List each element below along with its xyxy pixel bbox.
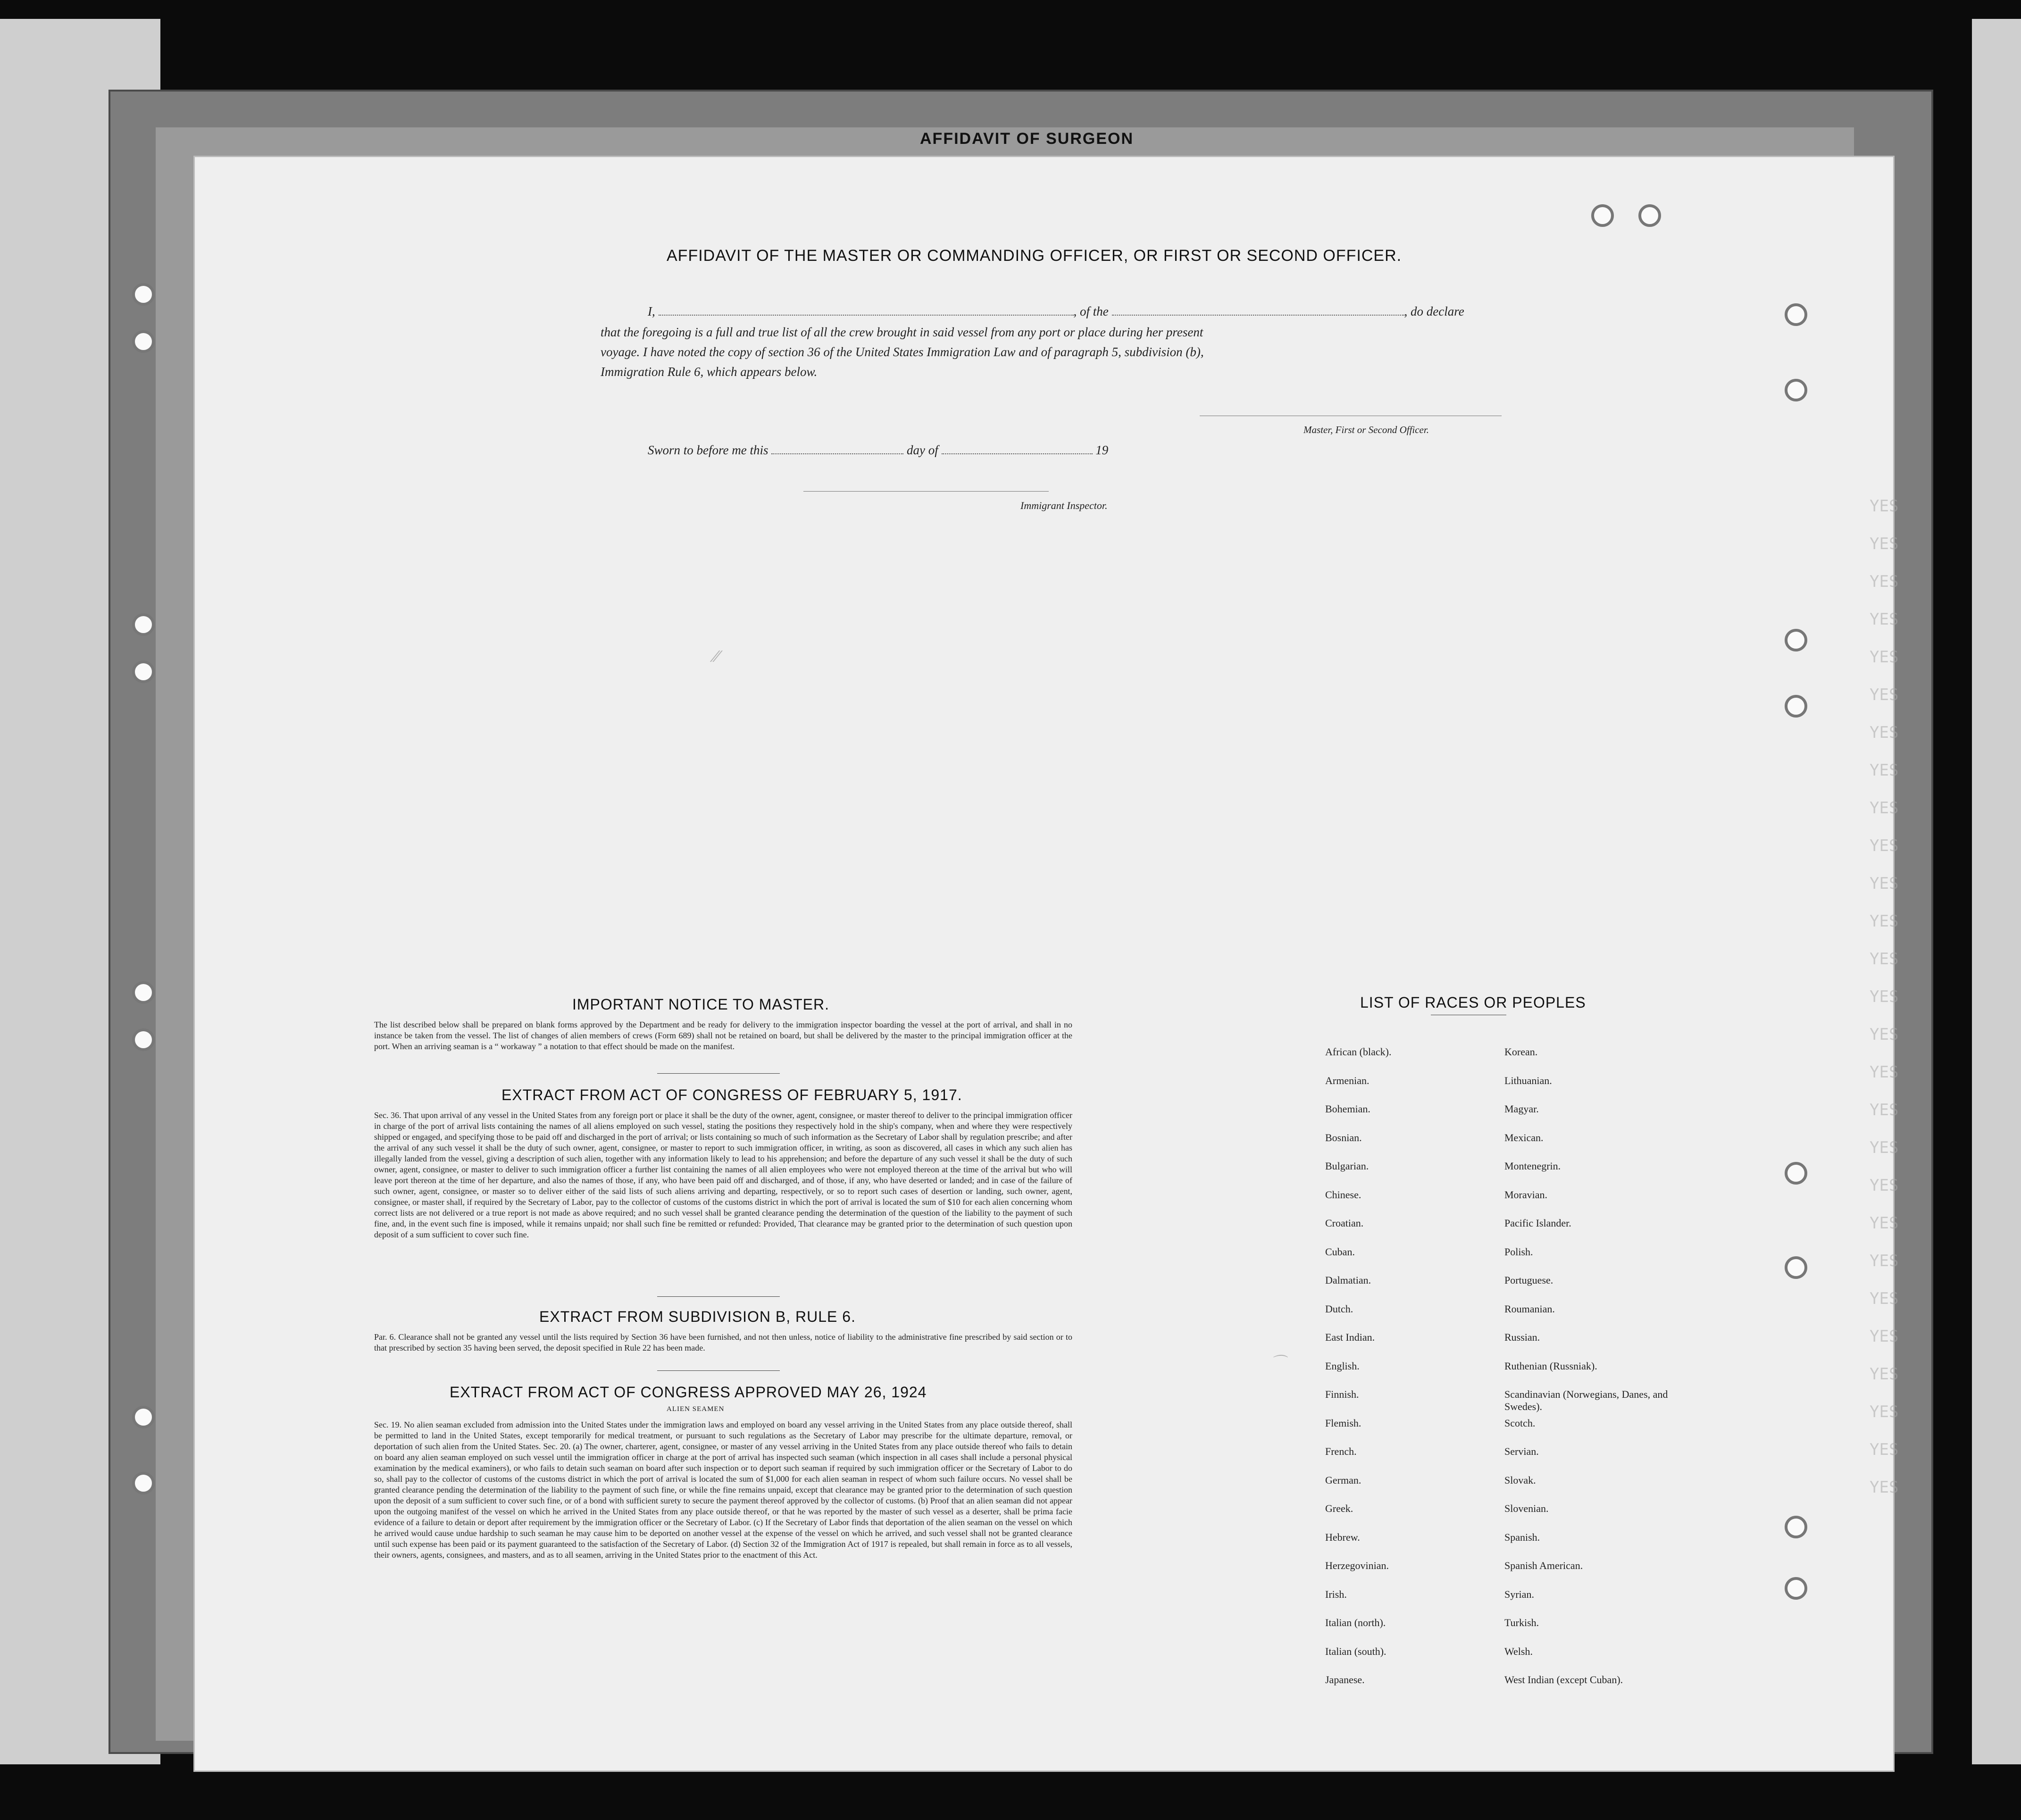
race-item: Italian (south). (1325, 1645, 1386, 1657)
races-right-column (1504, 1046, 1693, 1703)
race-item: Syrian. (1504, 1588, 1534, 1600)
race-item: Magyar. (1504, 1103, 1539, 1115)
bleed-through-ghost-text: YES (1870, 1289, 1899, 1308)
race-item: Ruthenian (Russniak). (1504, 1360, 1597, 1372)
punch-hole (1785, 303, 1807, 326)
race-item: Hebrew. (1325, 1531, 1360, 1543)
bleed-through-ghost-text: YES (1870, 912, 1899, 931)
bleed-through-ghost-text: YES (1870, 950, 1899, 968)
race-item: East Indian. (1325, 1331, 1375, 1343)
affidavit-line-3: voyage. I have noted the copy of section 36 of the United States Immigration Law and of paragraph 5, subdivision (b), (601, 345, 1204, 359)
affidavit-line-4: Immigration Rule 6, which appears below. (601, 365, 818, 379)
bleed-through-ghost-text: YES (1870, 1176, 1899, 1195)
race-item: Japanese. (1325, 1674, 1365, 1686)
bleed-through-ghost-text: YES (1870, 723, 1899, 742)
race-item: French. (1325, 1445, 1357, 1457)
race-item: Korean. (1504, 1046, 1538, 1058)
bleed-through-ghost-text: YES (1870, 1365, 1899, 1384)
punch-hole (1638, 204, 1661, 227)
race-item: Slovak. (1504, 1474, 1536, 1486)
affidavit-title: AFFIDAVIT OF THE MASTER OR COMMANDING OFFICER, OR FIRST OR SECOND OFFICER. (667, 247, 1402, 265)
race-item: German. (1325, 1474, 1361, 1486)
bleed-through-ghost-text: YES (1870, 648, 1899, 667)
inspector-label: Immigrant Inspector. (1020, 500, 1108, 511)
races-title: LIST OF RACES OR PEOPLES (1360, 994, 1586, 1011)
binder-hole (132, 1028, 155, 1051)
punch-hole (1785, 629, 1807, 651)
punch-hole (1785, 1577, 1807, 1600)
of-the-label: , of the (1073, 304, 1109, 318)
divider (657, 1296, 780, 1297)
inspector-signature-line[interactable] (803, 491, 1049, 492)
race-item: Turkish. (1504, 1617, 1539, 1628)
race-item: Polish. (1504, 1245, 1533, 1258)
race-item: Roumanian. (1504, 1302, 1555, 1315)
notice-title: IMPORTANT NOTICE TO MASTER. (572, 996, 829, 1013)
race-item: Dalmatian. (1325, 1274, 1371, 1286)
bleed-through-ghost-text: YES (1870, 610, 1899, 629)
race-item: Portuguese. (1504, 1274, 1553, 1286)
affidavit-line-2: that the foregoing is a full and true list of all the crew brought in said vessel from any port or place during her present (601, 325, 1203, 339)
extract-1924-subtitle: ALIEN SEAMEN (667, 1405, 725, 1413)
bleed-through-ghost-text: YES (1870, 534, 1899, 553)
extract-1917-title: EXTRACT FROM ACT OF CONGRESS OF FEBRUARY 5, 1917. (501, 1086, 962, 1103)
bleed-through-ghost-text: YES (1870, 1478, 1899, 1497)
name-blank[interactable] (659, 315, 1074, 316)
binder-hole (132, 660, 155, 683)
bleed-through-ghost-text: YES (1870, 1252, 1899, 1270)
race-item: Mexican. (1504, 1131, 1544, 1144)
notice-body: The list described below shall be prepared on blank forms approved by the Department and be ready for delivery to the immigration inspector boarding the vessel at the port of arrival, and shall in no instance be taken from the vessel. The list of changes of alien members of crews (Form 689) shall not be retained on board, but shall be delivered by the master to the principal immigration officer at the port. When an arriving seaman is a “ workaway ” a notation to that effect should be made on the manifest. (374, 1020, 1072, 1051)
race-item: West Indian (except Cuban). (1504, 1674, 1623, 1686)
punch-hole (1785, 695, 1807, 718)
races-left-column (1325, 1046, 1486, 1703)
handwritten-mark: ⌒ (1270, 1353, 1286, 1371)
year-label: 19 (1095, 443, 1109, 457)
extract-rule6-title: EXTRACT FROM SUBDIVISION B, RULE 6. (539, 1308, 856, 1325)
bleed-through-ghost-text: YES (1870, 761, 1899, 780)
bleed-through-ghost-text: YES (1870, 685, 1899, 704)
bleed-through-ghost-text: YES (1870, 1025, 1899, 1044)
bleed-through-ghost-text: YES (1870, 836, 1899, 855)
bleed-through-ghost-text: YES (1870, 1403, 1899, 1421)
race-item: Slovenian. (1504, 1503, 1549, 1514)
extract-1924-title: EXTRACT FROM ACT OF CONGRESS APPROVED MAY 26, 1924 (450, 1384, 927, 1401)
binder-hole (132, 330, 155, 353)
race-item: African (black). (1325, 1046, 1392, 1058)
race-item: Armenian. (1325, 1074, 1370, 1086)
binder-hole (132, 283, 155, 306)
punch-hole (1591, 204, 1614, 227)
binder-hole (132, 1472, 155, 1494)
handwritten-mark: ⁄⁄ (714, 648, 719, 666)
punch-hole (1785, 1516, 1807, 1538)
right-adjacent-page (1972, 19, 2021, 1764)
bleed-through-ghost-text: YES (1870, 572, 1899, 591)
under-sheet-title: AFFIDAVIT OF SURGEON (920, 130, 1134, 148)
bleed-through-ghost-text: YES (1870, 874, 1899, 893)
punch-hole (1785, 379, 1807, 401)
race-item: Croatian. (1325, 1217, 1364, 1229)
sworn-line (648, 443, 1108, 458)
bleed-through-ghost-text: YES (1870, 1138, 1899, 1157)
divider (657, 1073, 780, 1074)
sworn-day-blank[interactable] (771, 453, 903, 454)
race-item: Greek. (1325, 1503, 1353, 1514)
binder-hole (132, 1406, 155, 1428)
affidavit-line-1 (648, 304, 1464, 319)
bleed-through-ghost-text: YES (1870, 497, 1899, 516)
race-item: Spanish American. (1504, 1560, 1583, 1571)
race-item: Flemish. (1325, 1417, 1361, 1429)
race-item: Pacific Islander. (1504, 1217, 1571, 1229)
bleed-through-ghost-text: YES (1870, 1440, 1899, 1459)
race-item: Herzegovinian. (1325, 1560, 1389, 1571)
race-item: Bohemian. (1325, 1103, 1370, 1115)
race-item: Finnish. (1325, 1388, 1359, 1400)
binder-hole (132, 981, 155, 1004)
extract-1917-body: Sec. 36. That upon arrival of any vessel in the United States from any foreign port or place it shall be the duty of the owner, agent, consignee, or master thereof to deliver to the principal immigration officer in charge of the port of arrival lists containing the names of all aliens employed on such vessel, stating the positions they respectively hold in the ship's company, when and where they were respectively shipped or engaged, and specifying those to be paid off and discharged in the port of arrival; or lists containing so much of such information as the Secretary of Labor shall by regulation prescribe; and after the arrival of any such vessel it shall be the duty of such owner, agent, consignee, or master to report to such immigration officer, in writing, as soon as discovered, all cases in which any such alien has illegally landed from the vessel, giving a description of such alien, together with any information likely to lead to his apprehension; and before the departure of any such vessel it shall be the duty of such owner, agent, consignee, or master to deliver to such immigration officer a further list containing the names of all alien employees who were not employed thereon at the time of the arrival but who will leave port thereon at the time of her departure, and also the names of those, if any, who have been paid off and discharged, and of those, if any, who have deserted or landed; and in case of the failure of such owner, agent, consignee, or master so to deliver either of the said lists of such aliens arriving and departing, respectively, or so to report such cases of desertion or landing, such owner, agent, consignee, or master shall, if required by the Secretary of Labor, pay to the collector of customs of the customs district in which the port of arrival is located the sum of $10 for each alien concerning whom correct lists are not delivered or a true report is not made as above required; and no such vessel shall be granted clearance pending the determination of the question of the liability to the payment of such fine, and, in the event such fine is imposed, while it remains unpaid; nor shall such fine be remitted or refunded: Provided, That clearance may be granted prior to the determination of such question upon deposit of a sum sufficient to cover such fine. (374, 1110, 1072, 1239)
race-item: Scandinavian (Norwegians, Danes, and Swedes). (1504, 1388, 1668, 1412)
race-item: Bulgarian. (1325, 1160, 1369, 1172)
manifest-page (193, 156, 1899, 1772)
bleed-through-ghost-text: YES (1870, 1327, 1899, 1346)
race-item: Welsh. (1504, 1645, 1533, 1657)
race-item: Montenegrin. (1504, 1160, 1561, 1172)
affidavit-i-label: I, (648, 304, 655, 318)
extract-rule6-body: Par. 6. Clearance shall not be granted any vessel until the lists required by Section 36 have been furnished, and not then unless, notice of liability to the administrative fine prescribed by said section or to that prescribed by section 35 having been served, the deposit specified in Rule 22 has been made. (374, 1332, 1072, 1352)
bleed-through-ghost-text: YES (1870, 799, 1899, 818)
punch-hole (1785, 1162, 1807, 1185)
race-item: English. (1325, 1360, 1360, 1372)
race-item: Scotch. (1504, 1417, 1536, 1429)
extract-1924-body: Sec. 19. No alien seaman excluded from admission into the United States under the immigration laws and employed on board any vessel arriving in the United States from any place outside thereof, shall be permitted to land in the United States, except temporarily for medical treatment, or pursuant to such regulations as the Secretary of Labor may prescribe for the ultimate departure, removal, or deportation of such alien from the United States. Sec. 20. (a) The owner, charterer, agent, consignee, or master of any vessel arriving in the United States from any place outside thereof who fails to detain on board any alien seaman employed on such vessel until the immigration officer in charge at the port of arrival has inspected such seaman (which inspection in all cases shall include a personal physical examination by the medical examiners), or who fails to detain such seaman on board after such inspection or to deport such seaman if required by such immigration officer or the Secretary of Labor to do so, shall pay to the collector of customs of the customs district in which the port of arrival is located the sum of $1,000 for each alien seaman in respect of whom such failure occurs. No vessel shall be granted clearance pending the determination of the liability to the payment of such fine, or while the fine remains unpaid, except that clearance may be granted prior to the determination of such question upon the deposit of a sum sufficient to cover such fine, or of a bond with sufficient surety to secure the payment thereof approved by the collector of customs. (b) Proof that an alien seaman did not appear upon the outgoing manifest of the vessel on which he arrived in the United States from any place outside thereof, or that he was reported by the master of such vessel as a deserter, shall be prima facie evidence of a failure to detain or deport after requirement by the immigration officer or the Secretary of Labor. (c) If the Secretary of Labor finds that deportation of the alien seaman on the vessel on which he arrived would cause undue hardship to such seaman he may cause him to be deported on another vessel at the expense of the vessel on which he arrived, and such vessel shall not be granted clearance until such expense has been paid or its payment guaranteed to the satisfaction of the Secretary of Labor. (d) Section 32 of the Immigration Act of 1917 is repealed, but shall remain in force as to all vessels, their owners, agents, consignees, and masters, and as to all seamen, arriving in the United States prior to the enactment of this Act. (374, 1420, 1072, 1560)
master-signature-label: Master, First or Second Officer. (1303, 424, 1429, 435)
sworn-month-blank[interactable] (942, 453, 1093, 454)
bleed-through-ghost-text: YES (1870, 987, 1899, 1006)
race-item: Italian (north). (1325, 1617, 1386, 1628)
day-of-label: day of (907, 443, 938, 457)
vessel-blank[interactable] (1112, 315, 1404, 316)
divider (657, 1370, 780, 1371)
race-item: Cuban. (1325, 1245, 1355, 1258)
race-item: Spanish. (1504, 1531, 1540, 1543)
race-item: Irish. (1325, 1588, 1347, 1600)
race-item: Moravian. (1504, 1188, 1548, 1201)
bleed-through-ghost-text: YES (1870, 1063, 1899, 1082)
race-item: Dutch. (1325, 1302, 1353, 1315)
declare-label: , do declare (1404, 304, 1464, 318)
punch-hole (1785, 1256, 1807, 1279)
race-item: Chinese. (1325, 1188, 1361, 1201)
race-item: Lithuanian. (1504, 1074, 1552, 1086)
bleed-through-ghost-text: YES (1870, 1101, 1899, 1119)
binder-hole (132, 613, 155, 636)
race-item: Servian. (1504, 1445, 1539, 1457)
sworn-label: Sworn to before me this (648, 443, 768, 457)
race-item: Russian. (1504, 1331, 1540, 1343)
race-item: Bosnian. (1325, 1131, 1362, 1144)
bleed-through-ghost-text: YES (1870, 1214, 1899, 1233)
